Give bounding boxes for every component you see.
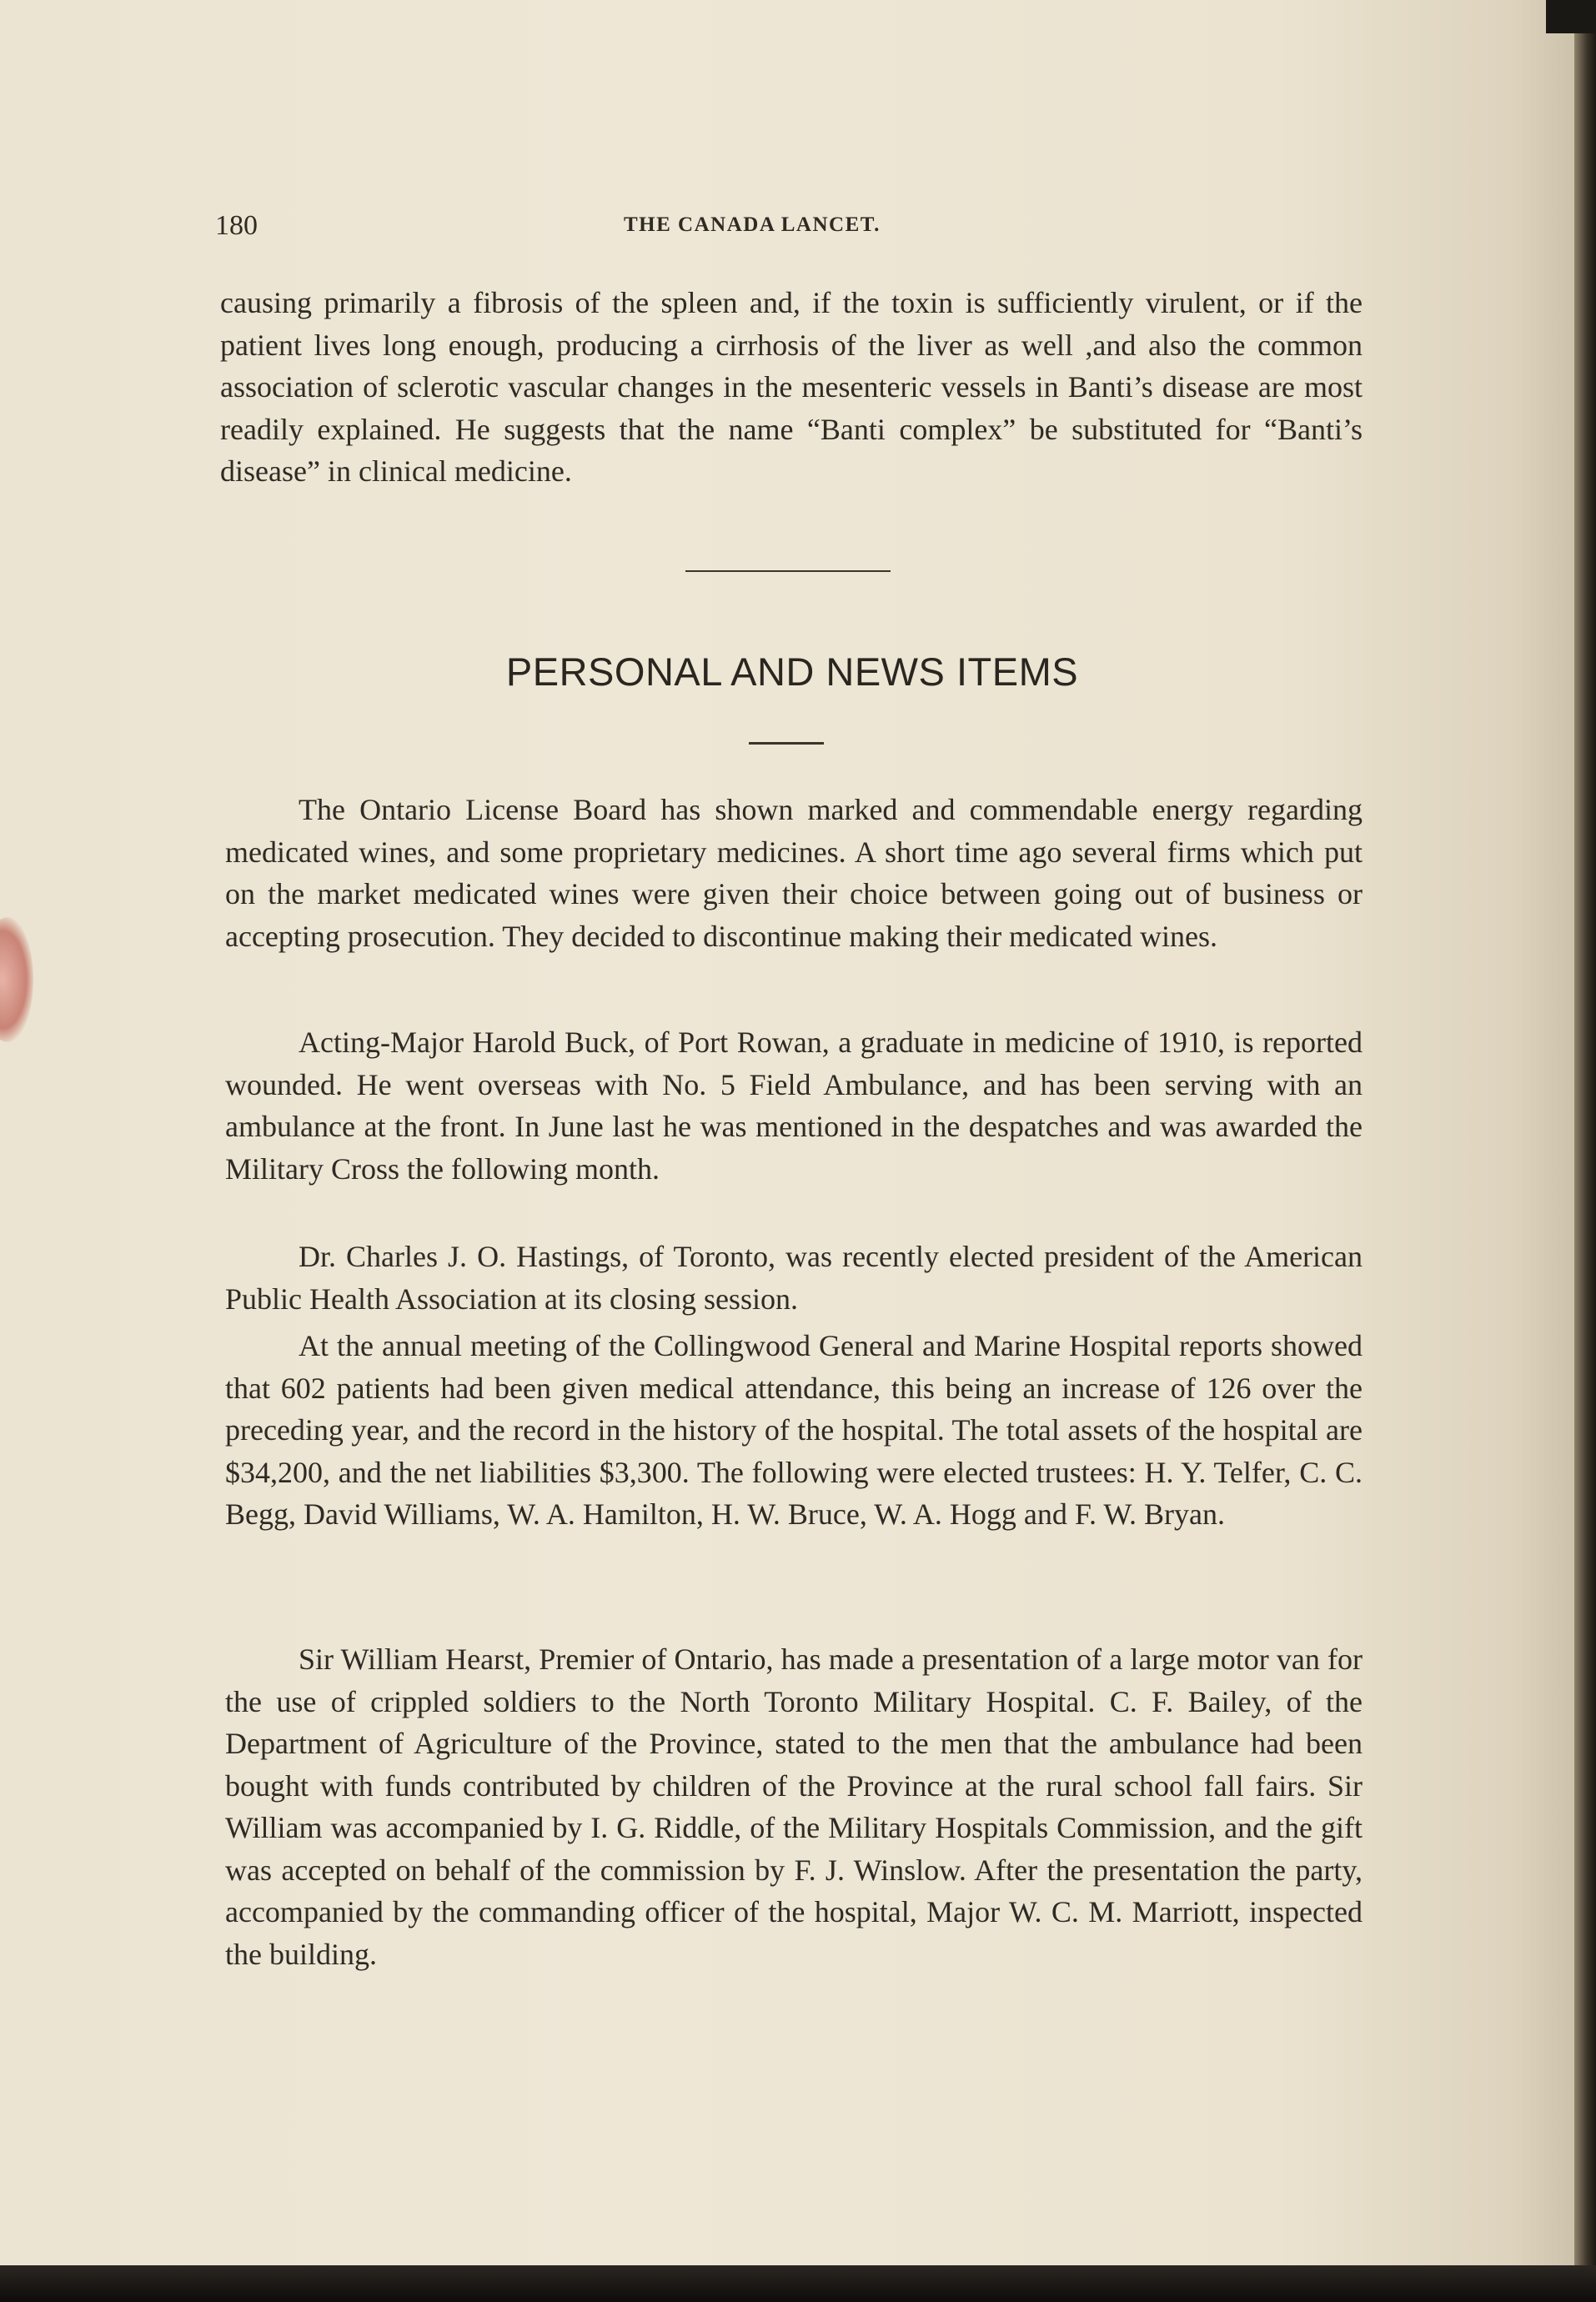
corner-shadow [1546, 0, 1596, 33]
section-divider [685, 570, 891, 572]
news-item: At the annual meeting of the Collingwood General and Marine Hospital reports showed that 602 patients had been given medical attendance, this being an increase of 126 over the preceding year, and the record in the history of the hospital. The total assets of the hospital are $34,200, and the net liabilities $3,300. The following were elected trustees: H. Y. Telfer, C. C. Begg, David Williams, W. A. Hamilton, H. W. Bruce, W. A. Hogg and F. W. Bryan. [225, 1329, 1363, 1531]
book-spine-edge [1574, 0, 1596, 2302]
page-stain [0, 917, 33, 1042]
page-number: 180 [215, 210, 258, 241]
news-item: Acting-Major Harold Buck, of Port Rowan, a graduate in medicine of 1910, is reported wounded. He went overseas with No. 5 Field Ambulance, and has been serving with an ambulance at the front. In June last he was mentioned in the despatches and was awarded the Military Cross the following month. [225, 1026, 1363, 1186]
page-header [215, 210, 1366, 243]
news-item: Dr. Charles J. O. Hastings, of Toronto, was recently elected president of the American Public Health Association at its closing session. [225, 1240, 1363, 1316]
section-title: PERSONAL AND NEWS ITEMS [505, 649, 1079, 694]
bottom-shadow [0, 2265, 1596, 2302]
news-item: Sir William Hearst, Premier of Ontario, has made a presentation of a large motor van for the use of crippled soldiers to the North Toronto Military Hospital. C. F. Bailey, of the Department of Agriculture of the Province, stated to the men that the ambulance had been bought with funds contributed by children of the Province at the rural school fall fairs. Sir William was accompanied by I. G. Riddle, of the Military Hospitals Commission, and the gift was accepted on behalf of the commission by F. J. Winslow. After the presentation the party, accompanied by the commanding officer of the hospital, Major W. C. M. Marriott, inspected the building. [225, 1642, 1363, 1971]
title-underline [749, 742, 824, 745]
continuation-paragraph: causing primarily a fibrosis of the spleen and, if the toxin is sufficiently virulent, or if the patient lives long enough, producing a cirrhosis of the liver as well ,and also the common association of sclerotic vascular changes in the mesenteric vessels in Banti’s disease are most readily explained. He suggests that the name “Banti complex” be substituted for “Banti’s disease” in clinical medicine. [220, 286, 1363, 488]
running-head: THE CANADA LANCET. [624, 213, 881, 236]
news-item: The Ontario License Board has shown marked and commendable energy regarding medicated wines, and some proprietary medicines. A short time ago several firms which put on the market medicated wines were given their choice between going out of business or accepting prosecution. They decided to discontinue making their medicated wines. [225, 793, 1363, 953]
